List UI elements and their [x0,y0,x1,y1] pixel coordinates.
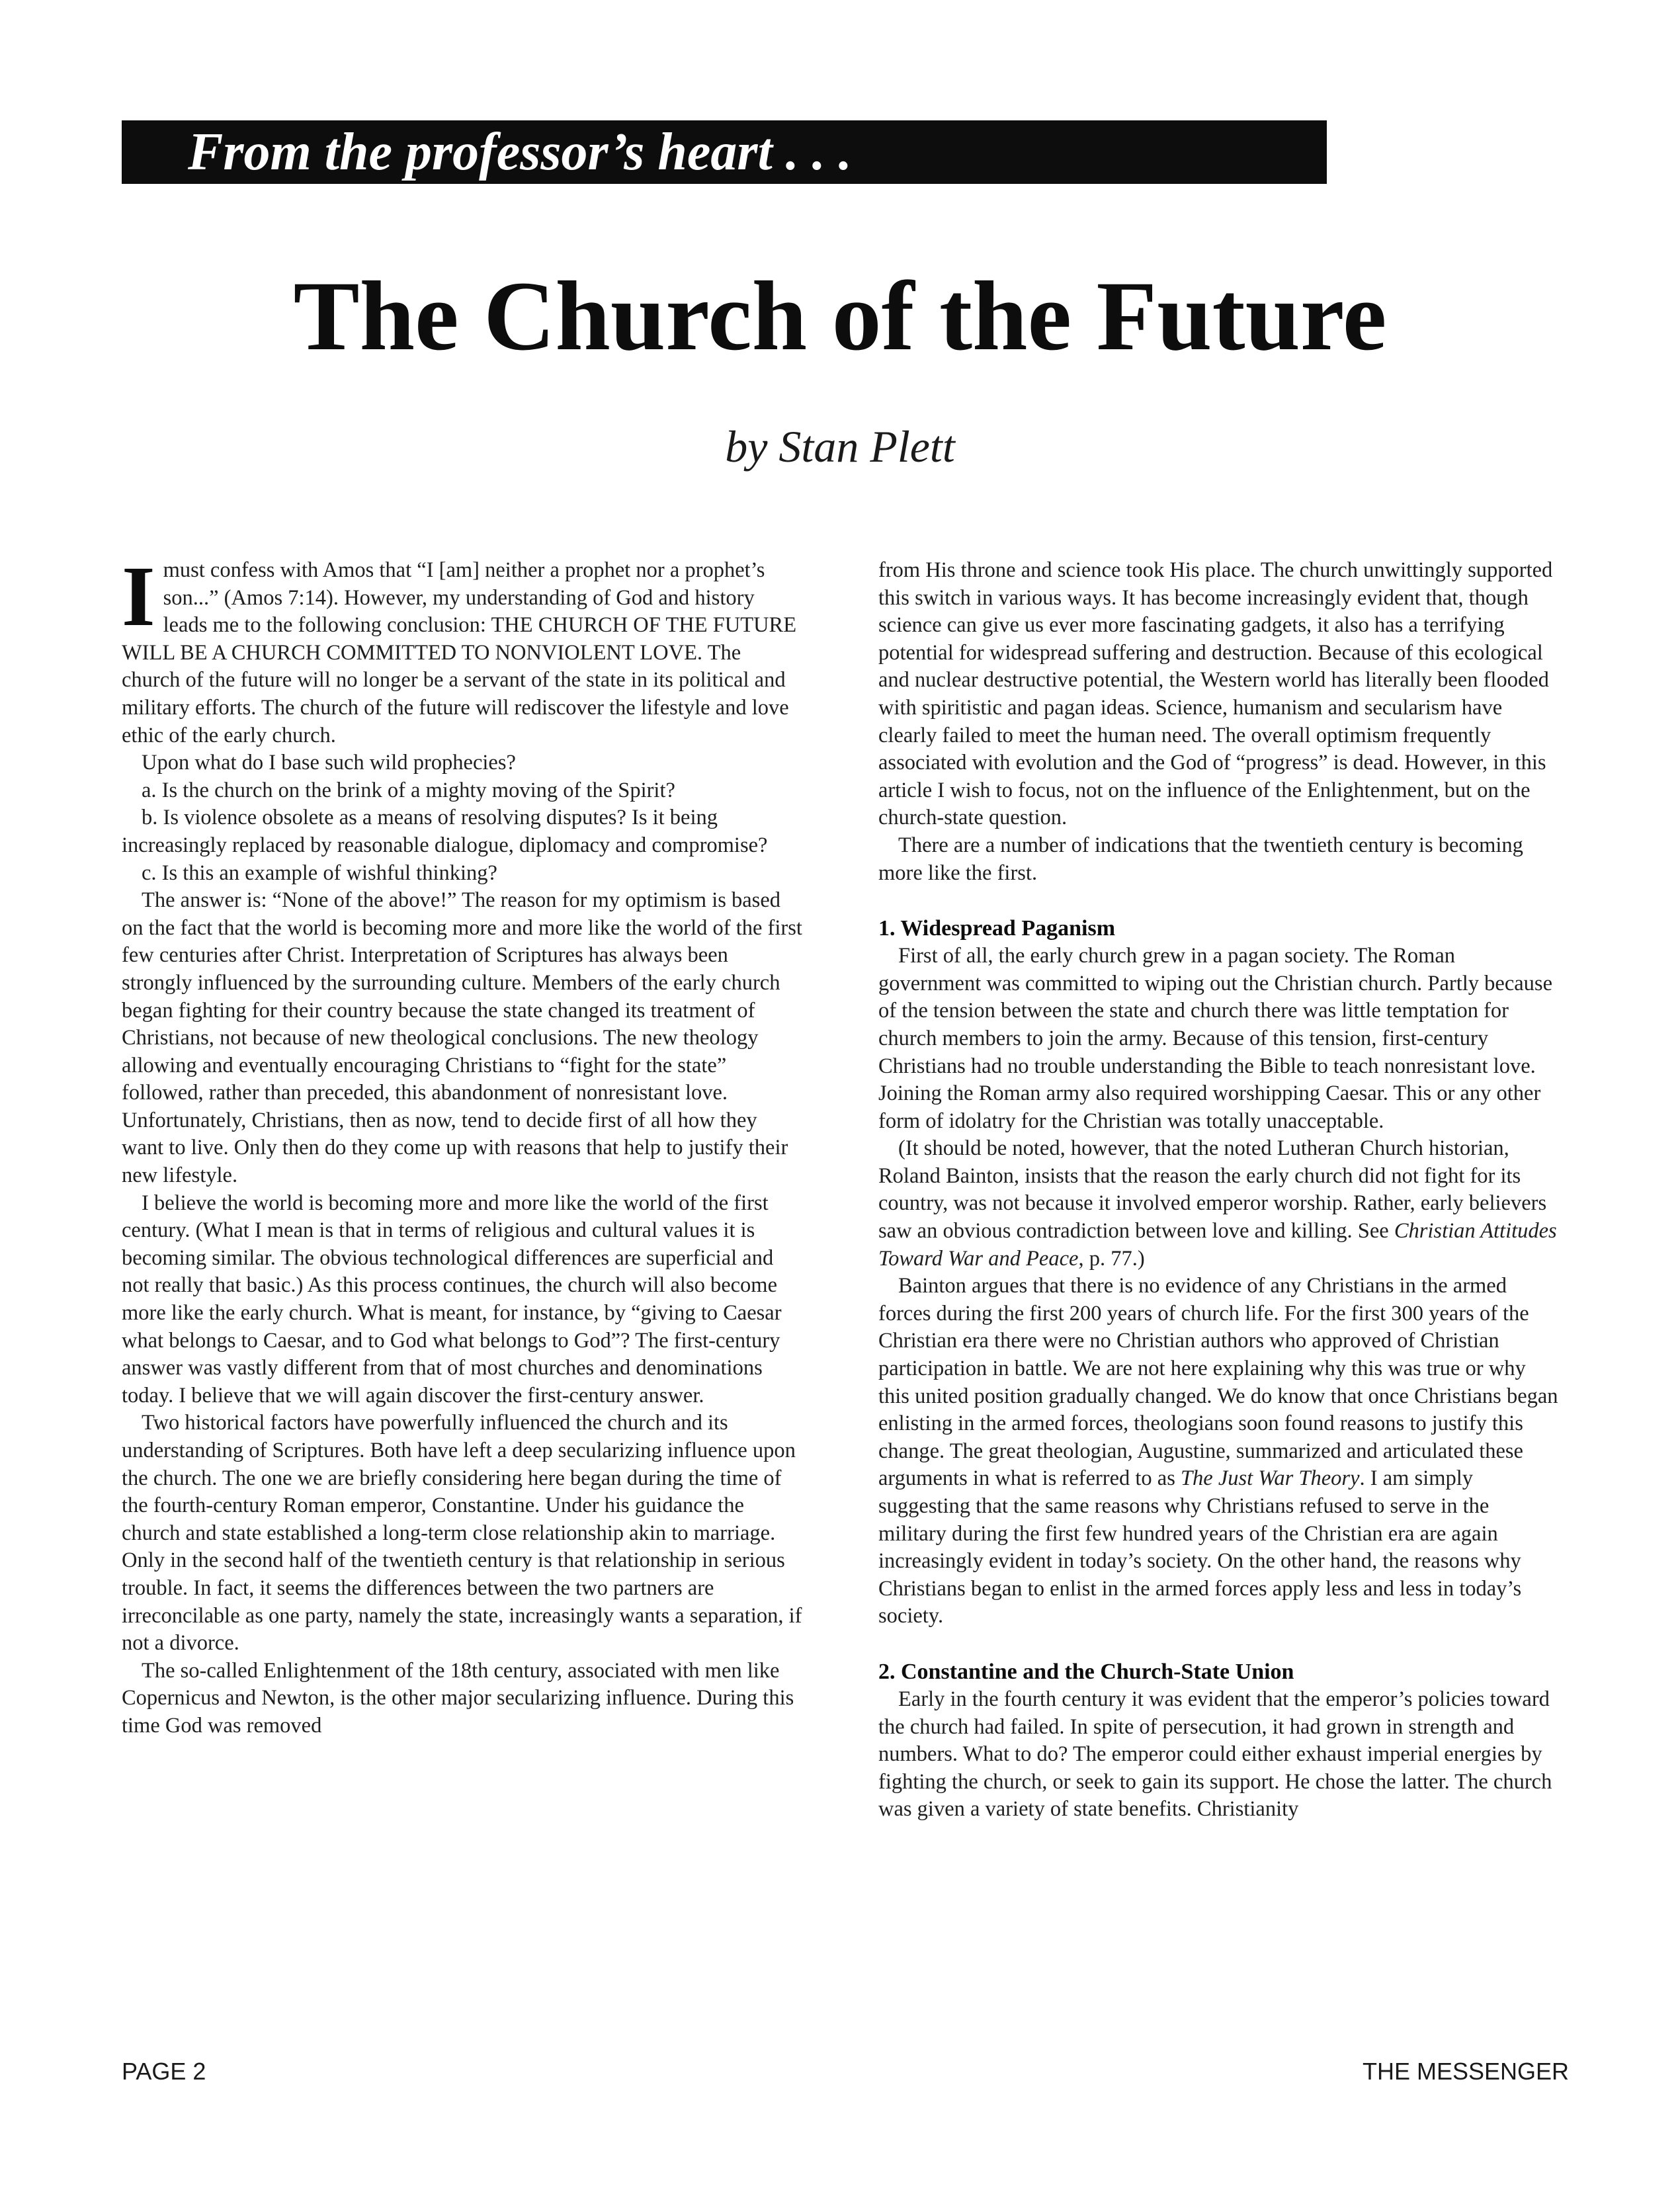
paragraph: I believe the world is becoming more and more like the world of the first century. (What I mean is that in terms of religious and cultural values it is becoming similar. The obvious technological differences are superficial and not really that basic.) As this process continues, the church will also become more like the early church. What is meant, for instance, by “giving to Caesar what belongs to Caesar, and to God what belongs to God”? The first-century answer was vastly different from that of most churches and denominations today. I believe that we will again discover the first-century answer. [122,1191,782,1408]
paragraph: (It should be noted, however, that the noted Lutheran Church historian, Roland Bainton, insists that the reason the early church did not fight for its country, was not because it involved emperor worship. Rather, early believers saw an obvious contradiction between love and killing. See Christian Attitudes Toward War and Peace, p. 77.) [878,1136,1557,1271]
section-heading: 1. Widespread Paganism [878,916,1116,941]
paragraph: a. Is the church on the brink of a mighty moving of the Spirit? [142,778,675,802]
paragraph: Early in the fourth century it was evident that the emperor’s policies toward the church had failed. In spite of persecution, it had grown in strength and numbers. What to do? The emperor could either exhaust imperial energies by fighting the church, or seek to gain its support. He chose the latter. The church was given a variety of state benefits. Christianity [878,1687,1552,1822]
paragraph: The answer is: “None of the above!” The reason for my optimism is based on the fact that the world is becoming more and more like the world of the first few centuries after Christ. Interpretation of Scriptures has always been strongly influenced by the surrounding culture. Members of the early church began fighting for their country because the state changed its treatment of Christians, not because of new theological conclusions. The new theology allowing and eventually encouraging Christians to “fight for the state” followed, rather than preceded, this abandonment of nonresistant love. Unfortunately, Christians, then as now, tend to decide first of all how they want to live. Only then do they come up with reasons that help to justify their new lifestyle. [122,888,802,1188]
paragraph: The so-called Enlightenment of the 18th century, associated with men like Copernicus and Newton, is the other major secularizing influence. During this time God was removed [122,1658,794,1738]
drop-cap: I [122,549,155,644]
paragraph: b. Is violence obsolete as a means of resolving disputes? Is it being increasingly replaced by reasonable dialogue, diplomacy and compromise? [122,806,768,857]
right-column [878,557,1560,1824]
paragraph: There are a number of indications that the twentieth century is becoming more like the first. [878,833,1523,885]
left-column [122,549,803,1740]
article-title: The Church of the Future [293,261,1387,371]
publication-name: THE MESSENGER [1362,2058,1569,2085]
paragraph: Two historical factors have powerfully influenced the church and its understanding of Scriptures. Both have left a deep secularizing influence upon the church. The one we are briefly considering here began during the time of the fourth-century Roman emperor, Constantine. Under his guidance the church and state established a long-term close relationship akin to marriage. Only in the second half of the twentieth century is that relationship in serious trouble. In fact, it seems the differences between the two partners are irreconcilable as one party, namely the state, increasingly wants a separation, if not a divorce. [122,1411,802,1656]
section-banner: From the professor’s heart . . . [122,120,1327,184]
paragraph: from His throne and science took His place. The church unwittingly supported this switch in various ways. It has become increasingly evident that, though science can give us ever more fascinating gadgets, it also has a terrifying potential for widespread suffering and destruction. Because of this ecological and nuclear destructive potential, the Western world has literally been flooded with spiritistic and pagan ideas. Science, humanism and secularism have clearly failed to meet the human need. The overall optimism frequently associated with evolution and the God of “progress” is dead. However, in this article I wish to focus, not on the influence of the Enlightenment, but on the church-state question. [878,558,1553,830]
book-title: The Just War Theory [1180,1466,1360,1491]
paragraph: c. Is this an example of wishful thinking? [142,861,497,885]
paragraph: Imust confess with Amos that “I [am] neither a prophet nor a prophet’s son...” (Amos 7:14). However, my understanding of God and history leads me to the following conclusion: THE CHURCH OF THE FUTURE WILL BE A CHURCH COMMITTED TO NONVIOLENT LOVE. The church of the future will no longer be a servant of the state in its political and military efforts. The church of the future will rediscover the lifestyle and love ethic of the early church. [122,549,797,747]
paragraph: Bainton argues that there is no evidence of any Christians in the armed forces during the first 200 years of church life. For the first 300 years of the Christian era there were no Christian authors who approved of Christian participation in battle. We are not here explaining why this was true or why this united position gradually changed. We do know that once Christians began enlisting in the armed forces, theologians soon found reasons to justify this change. The great theologian, Augustine, summarized and articulated these arguments in what is referred to as The Just War Theory. I am simply suggesting that the same reasons why Christians refused to serve in the military during the first few hundred years of the Christian era are again increasingly evident in today’s society. On the other hand, the reasons why Christians began to enlist in the armed forces apply less and less in today’s society. [878,1274,1558,1628]
section-heading: 2. Constantine and the Church-State Union [878,1659,1294,1684]
book-title: Christian Attitudes Toward War and Peace [878,1219,1557,1271]
page-number: PAGE 2 [122,2058,206,2085]
paragraph: Upon what do I base such wild prophecies? [142,751,516,775]
article-byline: by Stan Plett [725,421,955,472]
paragraph: First of all, the early church grew in a pagan society. The Roman government was committed to wiping out the Christian church. Partly because of the tension between the state and church there was little temptation for church members to join the army. Because of this tension, first-century Christians had no trouble understanding the Bible to teach nonresistant love. Joining the Roman army also required worshipping Caesar. This or any other form of idolatry for the Christian was totally unacceptable. [878,944,1553,1133]
